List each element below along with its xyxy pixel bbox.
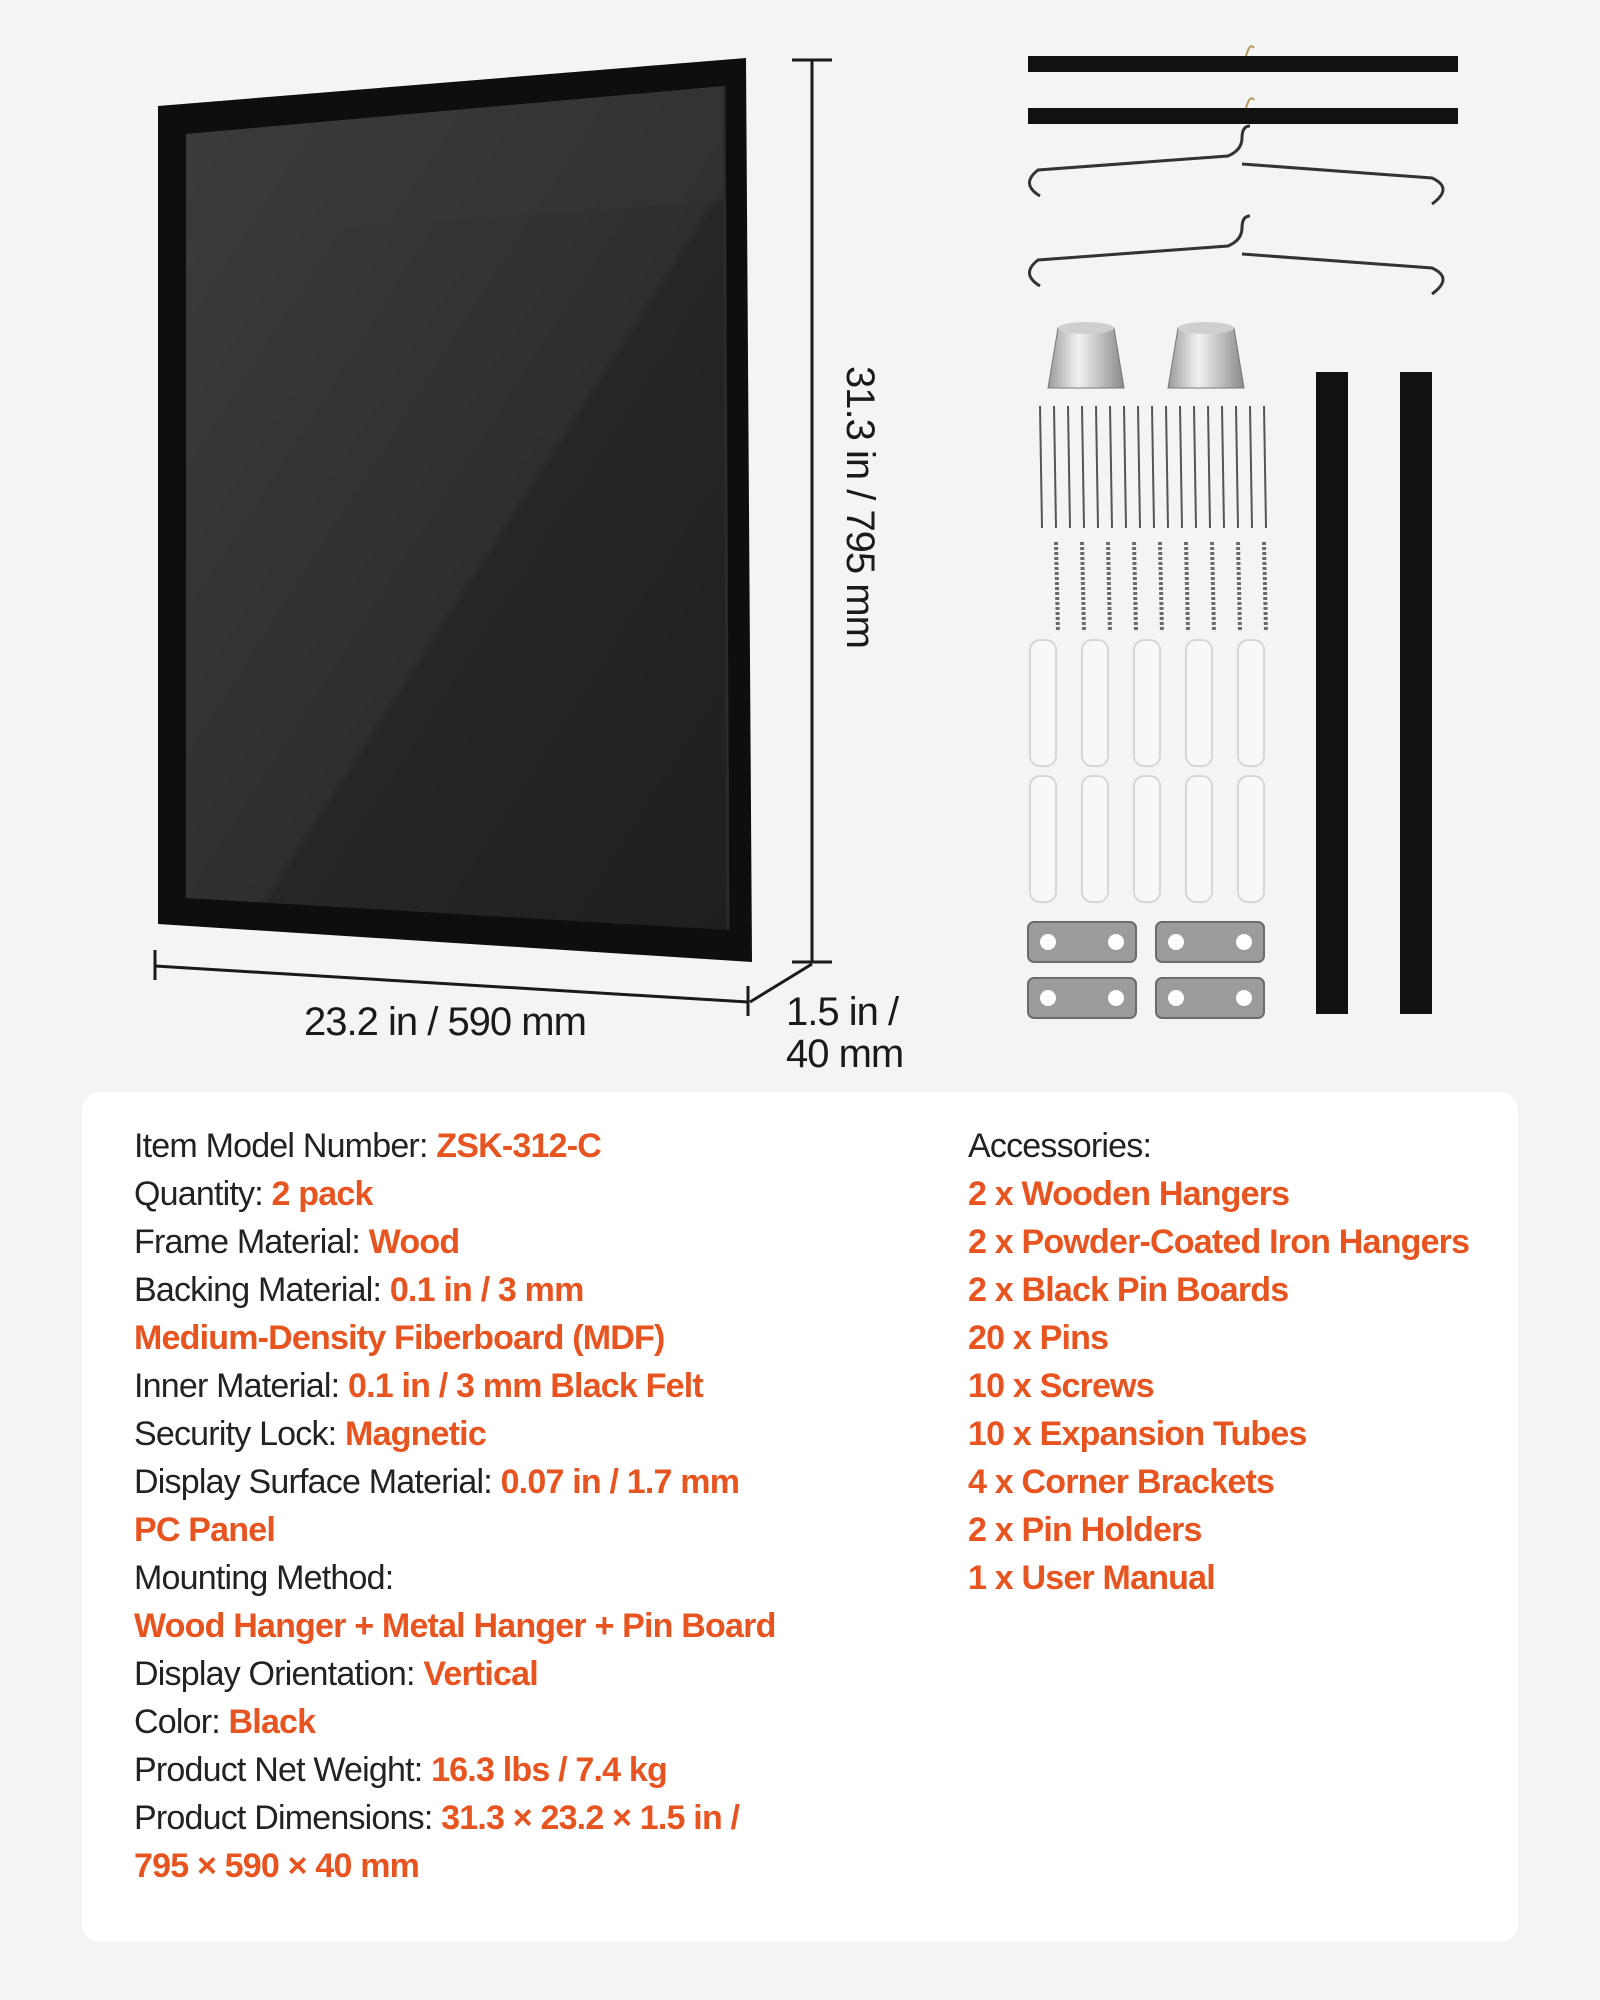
spec-orientation: Display Orientation: Vertical — [134, 1655, 538, 1693]
spec-frame-material: Frame Material: Wood — [134, 1223, 460, 1261]
accessory-item: 2 x Powder-Coated Iron Hangers — [968, 1223, 1470, 1261]
spec-display-surface: Display Surface Material: 0.07 in / 1.7 mm — [134, 1463, 740, 1501]
height-dimension-line — [792, 60, 832, 962]
spec-security-lock: Security Lock: Magnetic — [134, 1415, 486, 1453]
accessory-item: 2 x Wooden Hangers — [968, 1175, 1290, 1213]
spec-net-weight: Product Net Weight: 16.3 lbs / 7.4 kg — [134, 1751, 667, 1789]
accessories-list — [968, 1122, 1488, 1602]
spec-backing-material: Backing Material: 0.1 in / 3 mm — [134, 1271, 584, 1309]
spec-quantity: Quantity: 2 pack — [134, 1175, 373, 1213]
accessories-title: Accessories: — [968, 1127, 1152, 1165]
black-pin-boards-image — [1316, 372, 1432, 1014]
spec-display-surface-cont: PC Panel — [134, 1511, 275, 1549]
depth-dimension-label-line2: 40 mm — [786, 1032, 904, 1076]
iron-hangers-image — [1029, 126, 1443, 294]
accessory-item: 10 x Screws — [968, 1367, 1154, 1405]
pin-holders-image — [1048, 322, 1244, 388]
spec-backing-material-cont: Medium-Density Fiberboard (MDF) — [134, 1319, 665, 1357]
accessory-item: 10 x Expansion Tubes — [968, 1415, 1307, 1453]
wooden-hangers-image — [1028, 46, 1458, 124]
spec-dimensions-cont: 795 × 590 × 40 mm — [134, 1847, 420, 1885]
width-dimension-label: 23.2 in / 590 mm — [304, 1000, 586, 1044]
spec-mounting-method: Mounting Method: — [134, 1559, 394, 1597]
frame-image — [158, 58, 752, 962]
accessory-item: 20 x Pins — [968, 1319, 1109, 1357]
accessory-item: 4 x Corner Brackets — [968, 1463, 1275, 1501]
depth-dimension-label-line1: 1.5 in / — [786, 990, 899, 1034]
specifications-list — [134, 1122, 934, 1890]
height-dimension-label: 31.3 in / 795 mm — [838, 366, 882, 648]
accessory-item: 1 x User Manual — [968, 1559, 1215, 1597]
accessory-item: 2 x Black Pin Boards — [968, 1271, 1289, 1309]
spec-mounting-method-cont: Wood Hanger + Metal Hanger + Pin Board — [134, 1607, 776, 1645]
spec-color: Color: Black — [134, 1703, 316, 1741]
screws-image — [1056, 542, 1266, 632]
pins-image — [1040, 406, 1266, 528]
expansion-tubes-image — [1030, 640, 1264, 902]
specifications-card — [82, 1092, 1518, 1942]
spec-dimensions: Product Dimensions: 31.3 × 23.2 × 1.5 in / — [134, 1799, 740, 1837]
corner-brackets-image — [1028, 922, 1264, 1018]
spec-model: Item Model Number: ZSK-312-C — [134, 1127, 601, 1165]
accessory-item: 2 x Pin Holders — [968, 1511, 1202, 1549]
spec-inner-material: Inner Material: 0.1 in / 3 mm Black Felt — [134, 1367, 703, 1405]
